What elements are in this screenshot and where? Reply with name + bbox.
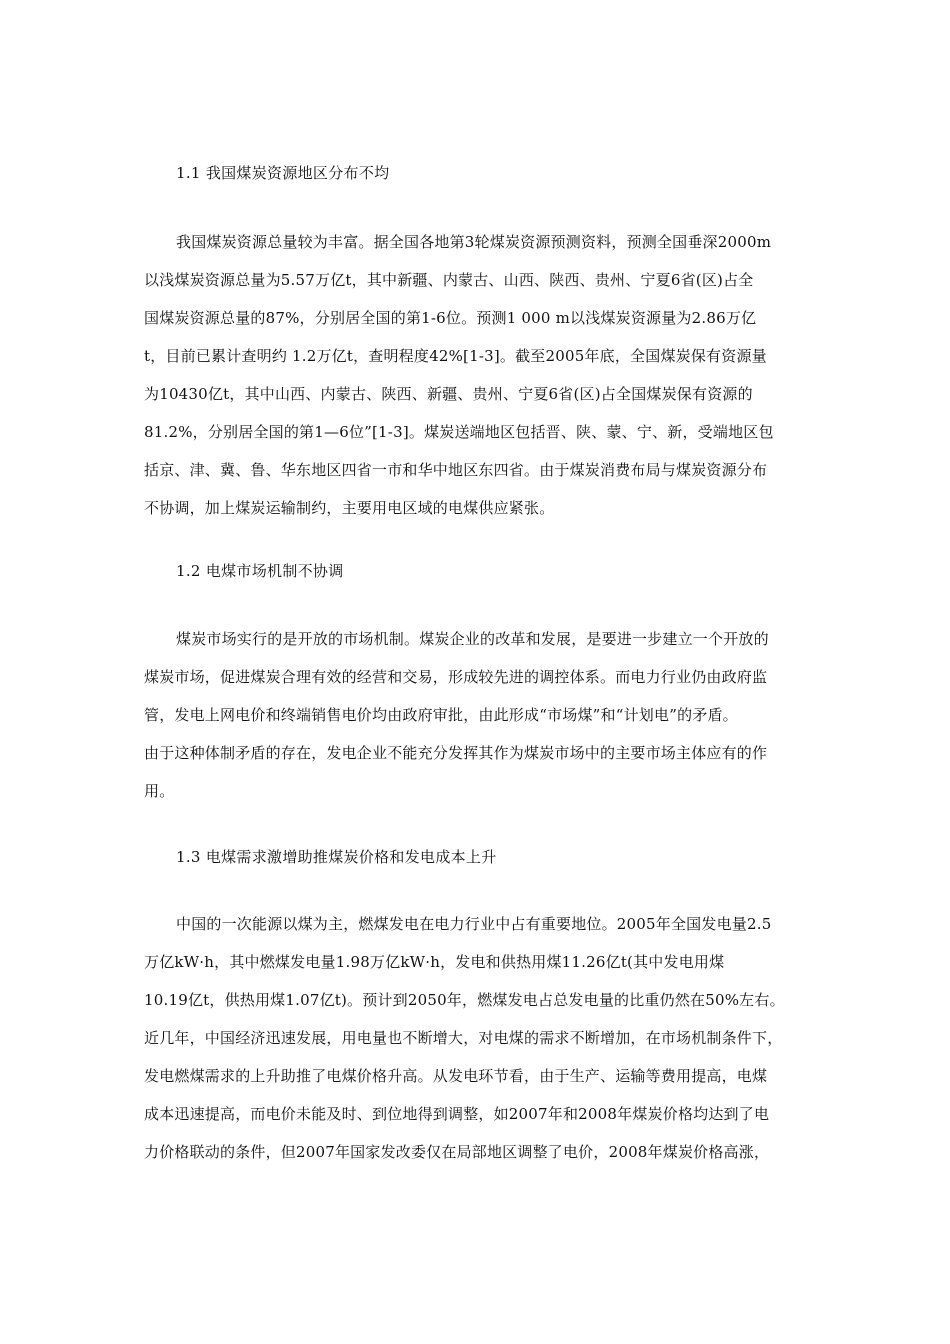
paragraph-line: 为10430亿t，其中山西、内蒙古、陕西、新疆、贵州、宁夏6省(区)占全国煤炭保有资源的 <box>144 385 753 403</box>
paragraph-line: 不协调，加上煤炭运输制约，主要用电区域的电煤供应紧张。 <box>144 499 555 517</box>
section-heading-1-3: 1.3 电煤需求激增助推煤炭价格和发电成本上升 <box>176 848 497 866</box>
paragraph-line: 括京、津、冀、鲁、华东地区四省一市和华中地区东四省。由于煤炭消费布局与煤炭资源分布 <box>144 461 768 479</box>
section-heading-1-1: 1.1 我国煤炭资源地区分布不均 <box>176 164 390 182</box>
paragraph-line: 81.2%，分别居全国的第1—6位”[1-3]。煤炭送端地区包括晋、陕、蒙、宁、新，受端地区包 <box>144 423 774 441</box>
paragraph-line: 我国煤炭资源总量较为丰富。据全国各地第3轮煤炭资源预测资料，预测全国垂深2000m <box>176 233 772 251</box>
paragraph-line: 中国的一次能源以煤为主，燃煤发电在电力行业中占有重要地位。2005年全国发电量2.5 <box>176 915 772 933</box>
section-paragraph-1-1 <box>144 223 808 527</box>
paragraph-line: 成本迅速提高，而电价未能及时、到位地得到调整，如2007年和2008年煤炭价格均达到了电 <box>144 1105 770 1123</box>
paragraph-line: 力价格联动的条件，但2007年国家发改委仅在局部地区调整了电价，2008年煤炭价格高涨， <box>144 1143 770 1161</box>
paragraph-line: 煤炭市场，促进煤炭合理有效的经营和交易，形成较先进的调控体系。而电力行业仍由政府监 <box>144 668 768 686</box>
paragraph-line: 10.19亿t，供热用煤1.07亿t)。预计到2050年，燃煤发电占总发电量的比重仍然在50%左右。 <box>144 991 785 1009</box>
paragraph-line: t，目前已累计查明约 1.2万亿t，查明程度42%[1-3]。截至2005年底，全国煤炭保有资源量 <box>144 347 767 365</box>
paragraph-line: 国煤炭资源总量的87%，分别居全国的第1-6位。预测1 000 m以浅煤炭资源量为2.86万亿 <box>144 309 757 327</box>
paragraph-line: 用。 <box>144 782 175 800</box>
paragraph-line: 万亿kW·h，其中燃煤发电量1.98万亿kW·h，发电和供热用煤11.26亿t(其中发电用煤 <box>144 953 725 971</box>
paragraph-line: 煤炭市场实行的是开放的市场机制。煤炭企业的改革和发展，是要进一步建立一个开放的 <box>176 630 769 648</box>
paragraph-line: 以浅煤炭资源总量为5.57万亿t，其中新疆、内蒙古、山西、陕西、贵州、宁夏6省(区)占全 <box>144 271 754 289</box>
section-heading-1-2: 1.2 电煤市场机制不协调 <box>176 562 344 580</box>
paragraph-line: 近几年，中国经济迅速发展，用电量也不断增大，对电煤的需求不断增加，在市场机制条件下， <box>144 1029 783 1047</box>
paragraph-line: 由于这种体制矛盾的存在，发电企业不能充分发挥其作为煤炭市场中的主要市场主体应有的作 <box>144 744 768 762</box>
section-paragraph-1-2 <box>144 620 808 810</box>
section-paragraph-1-3 <box>144 905 808 1171</box>
paragraph-line: 发电燃煤需求的上升助推了电煤价格升高。从发电环节看，由于生产、运输等费用提高，电煤 <box>144 1067 768 1085</box>
paragraph-line: 管，发电上网电价和终端销售电价均由政府审批，由此形成“市场煤”和“计划电”的矛盾。 <box>144 706 738 724</box>
